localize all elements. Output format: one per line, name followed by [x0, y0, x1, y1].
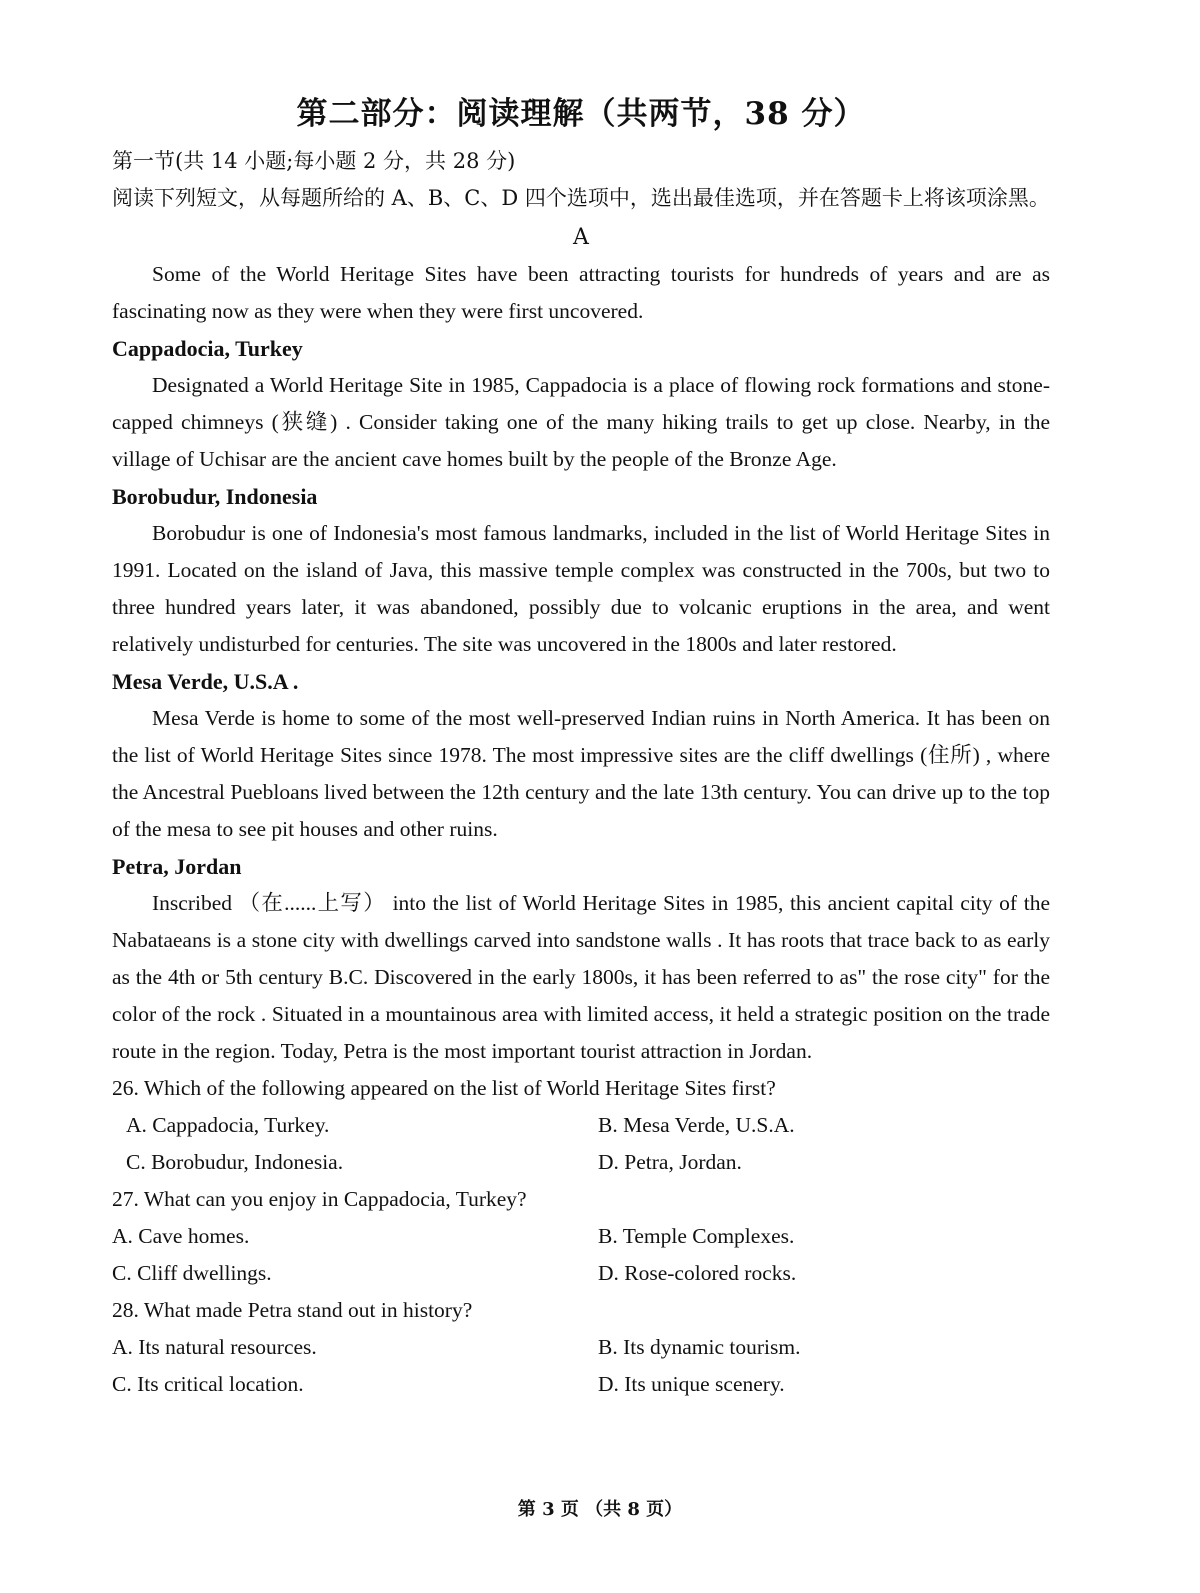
passage-intro: Some of the World Heritage Sites have been attracting tourists for hundreds of years and are as fascinating now as they were when they were first uncovered.: [112, 262, 1050, 323]
question-26: 26. Which of the following appeared on the list of World Heritage Sites first?: [112, 1076, 776, 1100]
site-heading-cappadocia: Cappadocia, Turkey: [112, 336, 303, 361]
option-a: A. Its natural resources.: [112, 1335, 317, 1359]
site-heading-mesa-verde: Mesa Verde, U.S.A .: [112, 669, 299, 694]
section-heading: 第一节(共 14 小题;每小题 2 分，共 28 分): [112, 149, 516, 173]
option-d: D. Petra, Jordan.: [598, 1150, 742, 1174]
option-a: A. Cave homes.: [112, 1224, 250, 1248]
site-heading-borobudur: Borobudur, Indonesia: [112, 484, 318, 509]
question-28: 28. What made Petra stand out in history?: [112, 1298, 473, 1322]
question-26-options: [112, 1107, 1050, 1181]
site-text-borobudur: Borobudur is one of Indonesia's most famous landmarks, included in the list of World Heritage Sites in 1991. Located on the island of Java, this massive temple complex was constructed in the 700s, but two to three hundred years later, it was abandoned, possibly due to volcanic eruptions in the area, and went relatively undisturbed for centuries. The site was uncovered in the 1800s and later restored.: [112, 521, 1050, 656]
site-text-mesa-verde: Mesa Verde is home to some of the most well-preserved Indian ruins in North America. It has been on the list of World Heritage Sites since 1978. The most impressive sites are the cliff dwellings (住所) , where the Ancestral Puebloans lived between the 12th century and the late 13th century. You can drive up to the top of the mesa to see pit houses and other ruins.: [112, 706, 1050, 841]
option-d: D. Rose-colored rocks.: [598, 1261, 797, 1285]
part-title: 第二部分：阅读理解（共两节，38 分）: [296, 96, 866, 132]
option-a: A. Cappadocia, Turkey.: [126, 1113, 330, 1137]
option-c: C. Cliff dwellings.: [112, 1261, 272, 1285]
option-b: B. Its dynamic tourism.: [598, 1335, 801, 1359]
site-text-cappadocia: Designated a World Heritage Site in 1985, Cappadocia is a place of flowing rock formations and stone-capped chimneys (狭缝) . Consider taking one of the many hiking trails to get up close. Nearby, in the village of Uchisar are the ancient cave homes built by the people of the Bronze Age.: [112, 373, 1050, 471]
passage-letter: A: [573, 225, 589, 250]
question-28-options: [112, 1329, 1050, 1403]
instruction-text: 阅读下列短文，从每题所给的 A、B、C、D 四个选项中，选出最佳选项，并在答题卡上将该项涂黑。: [112, 186, 1050, 210]
option-c: C. Its critical location.: [112, 1372, 304, 1396]
option-d: D. Its unique scenery.: [598, 1372, 785, 1396]
page-footer: 第 3 页 （共 8 页）: [517, 1499, 683, 1520]
question-27-options: [112, 1218, 1050, 1292]
site-text-petra: Inscribed （在......上写） into the list of World Heritage Sites in 1985, this ancient capital city of the Nabataeans is a stone city with dwellings carved into sandstone walls . It has roots that trace back to as early as the 4th or 5th century B.C. Discovered in the early 1800s, it has been referred to as" the rose city" for the color of the rock . Situated in a mountainous area with limited access, it held a strategic position on the trade route in the region. Today, Petra is the most important tourist attraction in Jordan.: [112, 891, 1050, 1063]
option-b: B. Temple Complexes.: [598, 1224, 795, 1248]
option-c: C. Borobudur, Indonesia.: [126, 1150, 344, 1174]
site-heading-petra: Petra, Jordan: [112, 854, 242, 879]
option-b: B. Mesa Verde, U.S.A.: [598, 1113, 795, 1137]
question-27: 27. What can you enjoy in Cappadocia, Turkey?: [112, 1187, 527, 1211]
